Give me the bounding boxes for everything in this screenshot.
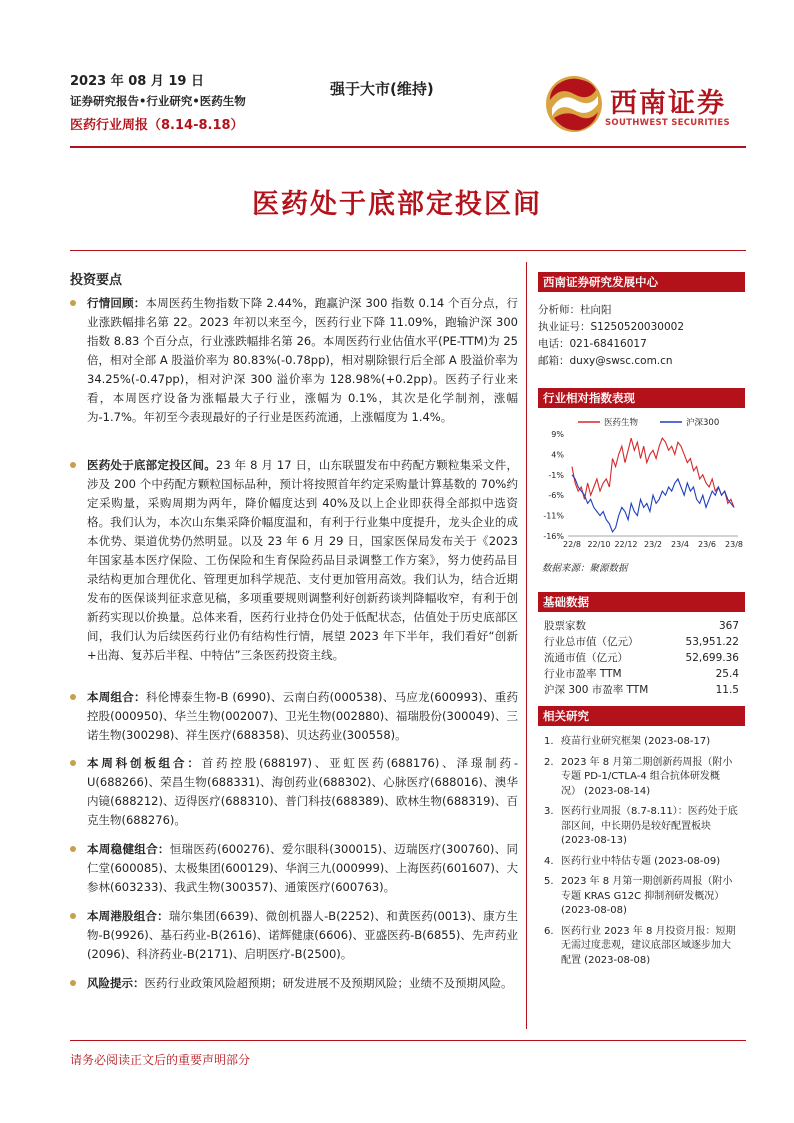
y-tick-label: -1% — [548, 470, 564, 480]
bullet-hk-portfolio — [70, 907, 518, 964]
bullet-dot-icon — [70, 980, 76, 986]
bullet-market-review — [70, 294, 518, 427]
bullet-star-market-portfolio — [70, 754, 518, 830]
related-text: 疫苗行业研究框架 (2023-08-17) — [561, 736, 711, 747]
bullet-bottom-zone — [70, 456, 518, 665]
basic-row — [544, 682, 739, 698]
basic-key: 沪深 300 市盈率 TTM — [544, 684, 649, 696]
bullet-stable-portfolio — [70, 840, 518, 897]
related-text: 2023 年 8 月第一期创新药周报（附小专题 KRAS G12C 抑制剂研发概况） (2023-08-08) — [561, 876, 733, 916]
related-text: 医药行业周报（8.7-8.11）：医药处于底部区间，中长期仍是较好配置板块 (2023-08-13) — [561, 806, 738, 846]
bullet-text: 23 年 8 月 17 日，山东联盟发布中药配方颗粒集采文件，涉及 200 个中药配方颗粒国标品种，预计将按照首年约定采购量计算基数的 70%约定采购量，采购周期为两年，降价幅度达到 40%及以上企业即获得全部拟中选资格。我们认为，本次山东集采降价幅度温和，有利于行业集中度提升，龙头企业的成本优势、渠道优势仍然明显。以及 23 年 6 月 29 日，国家医保局发布关于《2023 年国家基本医疗保险、工伤保险和生育保险药品目录调整工作方案》，努力使药品目录结构更加合理优化、管理更加科学规范、支付更加管用高效。我们认为，结合近期发布的医保谈判征求意见稿，多项重要规则调整利好创新药谈判降幅收窄，有利于创新药实现以价换量。总体来看，医药行业持仓仍处于低配状态，估值处于历史底部区间，我们认为后续医药行业仍有结构性行情，展望 2023 年下半年，我们看好“创新+出海、复苏后半程、中特估”三条医药投资主线。 — [87, 458, 519, 662]
institute-box — [538, 272, 745, 370]
x-tick-label: 22/10 — [587, 540, 611, 549]
related-index: 3. — [544, 806, 554, 817]
report-date: 2023 年 08 月 19 日 — [70, 74, 204, 89]
basic-row — [544, 634, 739, 650]
related-index: 5. — [544, 876, 554, 887]
performance-title: 行业相对指数表现 — [538, 388, 745, 408]
related-index: 1. — [544, 736, 554, 747]
related-index: 6. — [544, 925, 554, 937]
basic-key: 行业市盈率 TTM — [544, 668, 622, 680]
analyst-phone: 电话：021-68416017 — [538, 338, 647, 350]
bullet-weekly-portfolio — [70, 688, 518, 745]
related-text: 2023 年 8 月第二期创新药周报（附小专题 PD-1/CTLA-4 组合抗体研发概况） (2023-08-14) — [561, 756, 733, 797]
company-logo-icon — [544, 74, 604, 134]
industry-rating: 强于大市(维持) — [330, 80, 434, 98]
bullet-label: 本周组合： — [87, 690, 146, 704]
bullet-label: 本周港股组合： — [87, 909, 169, 923]
basic-key: 股票家数 — [544, 620, 586, 632]
x-tick-label: 23/4 — [671, 540, 689, 549]
y-tick-label: -6% — [548, 491, 564, 501]
x-tick-label: 23/2 — [644, 540, 662, 549]
bullet-risk-warning — [70, 974, 518, 993]
disclaimer-note: 请务必阅读正文后的重要声明部分 — [70, 1053, 251, 1067]
bullet-dot-icon — [70, 462, 76, 468]
x-tick-label: 22/12 — [614, 540, 638, 549]
bullet-dot-icon — [70, 760, 76, 766]
related-text: 医药行业中特估专题 (2023-08-09) — [561, 855, 721, 867]
related-item[interactable] — [544, 756, 739, 800]
legend-label: 沪深300 — [686, 418, 720, 428]
related-item[interactable] — [544, 805, 739, 849]
chart-data-source: 数据来源：聚源数据 — [542, 563, 628, 574]
basic-row — [544, 618, 739, 634]
bullet-text: 恒瑞医药(600276)、爱尔眼科(300015)、迈瑞医疗(300760)、同仁堂(600085)、太极集团(600129)、华润三九(000999)、上海医药(601607)、大参林(603233)、我武生物(300357)、通策医疗(600763)。 — [87, 842, 519, 894]
y-tick-label: 4% — [551, 450, 564, 460]
basic-value: 53,951.22 — [685, 636, 739, 648]
related-index: 4. — [544, 855, 554, 867]
basic-value: 11.5 — [715, 684, 739, 696]
bullet-label: 医药处于底部定投区间。 — [87, 458, 216, 472]
logo-text-cn: 西南证券 — [610, 88, 726, 119]
bullet-text: 本周医药生物指数下降 2.44%，跑赢沪深 300 指数 0.14 个百分点，行业涨跌幅排名第 22。2023 年初以来至今，医药行业下降 11.09%，跑输沪深 300 指数 8.83 个百分点，行业涨跌幅排名第 26。本周医药行业估值水平(PE-TTM)为 25 倍，相对全部 A 股溢价率为 80.83%(-0.78pp)，相对剔除银行后全部 A 股溢价率为 34.25%(-0.47pp)，相对沪深 300 溢价率为 128.98%(+0.2pp)。医药子行业来看，本周医疗设备为涨幅最大子行业，涨幅为 0.1%，其次是化学制剂，涨幅为-1.7%。年初至今表现最好的子行业是医药流通，上涨幅度为 1.4%。 — [87, 296, 518, 424]
logo-text-en: SOUTHWEST SECURITIES — [605, 118, 730, 128]
related-item[interactable] — [544, 735, 739, 750]
footer-divider — [70, 1040, 746, 1041]
report-category: 证券研究报告•行业研究•医药生物 — [70, 94, 246, 108]
relative-index-chart — [538, 412, 745, 554]
analyst-name: 分析师：杜向阳 — [538, 304, 612, 316]
report-series: 医药行业周报（8.14-8.18） — [70, 118, 244, 133]
y-tick-label: -11% — [543, 511, 564, 521]
related-item[interactable] — [544, 855, 739, 870]
basic-data-section — [538, 592, 745, 698]
bullet-dot-icon — [70, 846, 76, 852]
header-divider — [70, 146, 746, 148]
related-item[interactable] — [544, 925, 739, 969]
basic-key: 行业总市值（亿元） — [544, 636, 639, 648]
related-index: 2. — [544, 756, 554, 768]
related-research-section — [538, 706, 745, 974]
institute-bar: 西南证券研究发展中心 — [538, 272, 745, 292]
basic-key: 流通市值（亿元） — [544, 652, 628, 664]
basic-value: 25.4 — [715, 668, 739, 680]
series-line — [572, 475, 734, 532]
bullet-label: 本周稳健组合： — [87, 842, 170, 856]
related-research-title: 相关研究 — [538, 706, 745, 726]
column-divider — [526, 262, 527, 1029]
y-tick-label: -16% — [543, 532, 564, 541]
x-tick-label: 23/6 — [698, 540, 716, 549]
bullet-dot-icon — [70, 913, 76, 919]
basic-row — [544, 666, 739, 682]
bullet-dot-icon — [70, 694, 76, 700]
legend-label: 医药生物 — [604, 418, 639, 428]
bullet-text: 首药控股(688197)、亚虹医药(688176)、泽璟制药-U(688266)、荣昌生物(688331)、海创药业(688302)、心脉医疗(688016)、澳华内镜(688212)、迈得医疗(688310)、普门科技(688389)、欧林生物(688319)、百克生物(688276)。 — [87, 756, 518, 827]
analyst-license: 执业证号：S1250520030002 — [538, 321, 685, 333]
performance-section — [538, 388, 745, 408]
basic-value: 367 — [718, 620, 739, 632]
basic-data-title: 基础数据 — [538, 592, 745, 612]
x-tick-label: 22/8 — [563, 540, 581, 549]
basic-value: 52,699.36 — [685, 652, 739, 664]
y-tick-label: 9% — [551, 430, 564, 439]
bullet-text: 医药行业政策风险超预期；研发进展不及预期风险；业绩不及预期风险。 — [144, 976, 513, 990]
title-divider — [70, 250, 746, 251]
related-text: 医药行业 2023 年 8 月投资月报：短期无需过度悲观，建议底部区域逐步加大配置 (2023-08-08) — [561, 925, 736, 966]
bullet-dot-icon — [70, 300, 76, 306]
basic-row — [544, 650, 739, 666]
bullet-label: 风险提示： — [87, 976, 145, 990]
bullet-label: 行情回顾： — [87, 296, 146, 310]
bullet-text: 科伦博泰生物-B (6990)、云南白药(000538)、马应龙(600993)、重药控股(000950)、华兰生物(002007)、卫光生物(002880)、福瑞股份(300049)、三诺生物(300298)、祥生医疗(688358)、贝达药业(300558)。 — [87, 690, 518, 742]
related-item[interactable] — [544, 875, 739, 919]
x-tick-label: 23/8 — [725, 540, 743, 549]
bullet-text: 瑞尔集团(6639)、微创机器人-B(2252)、和黄医药(0013)、康方生物-B(9926)、基石药业-B(2616)、诺辉健康(6606)、亚盛医药-B(6855)、先声药业(2096)、科济药业-B(2171)、启明医疗-B(2500)。 — [87, 909, 518, 961]
summary-heading: 投资要点 — [70, 273, 123, 288]
bullet-label: 本周科创板组合： — [87, 756, 202, 770]
report-title: 医药处于底部定投区间 — [252, 189, 542, 220]
analyst-email[interactable]: 邮箱：duxy@swsc.com.cn — [538, 355, 673, 367]
